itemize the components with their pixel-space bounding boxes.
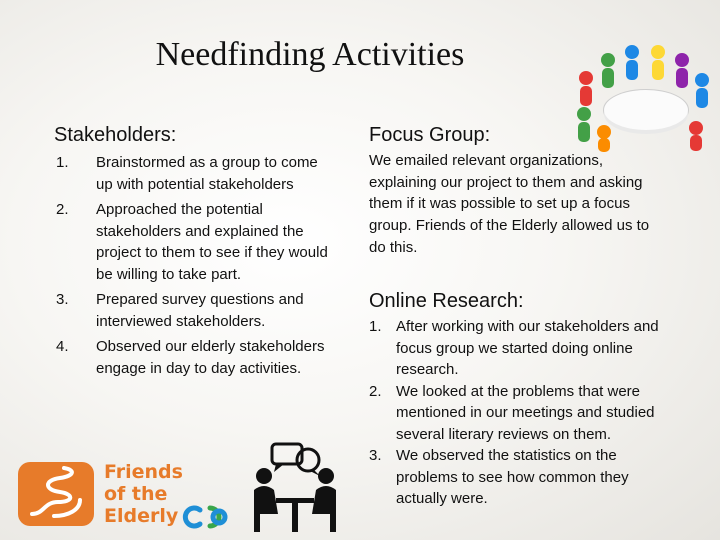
list-item xyxy=(54,289,334,332)
list-item xyxy=(54,336,334,379)
list-number: 3. xyxy=(369,447,382,464)
list-number: 2. xyxy=(56,201,69,218)
online-research-list xyxy=(369,316,681,510)
list-text: After working with our stakeholders and focus group we started doing online research. xyxy=(396,318,659,378)
logo-line-2: of the xyxy=(104,483,168,505)
list-number: 4. xyxy=(56,338,69,355)
list-item xyxy=(369,381,681,446)
list-text: Brainstormed as a group to come up with potential stakeholders xyxy=(96,154,318,193)
stakeholders-heading: Stakeholders: xyxy=(54,124,177,146)
list-number: 1. xyxy=(56,154,69,171)
page-title: Needfinding Activities xyxy=(155,36,465,73)
list-text: We observed the statistics on the problems to see how common they actually were. xyxy=(396,447,629,507)
list-text: Approached the potential stakeholders and explained the project to them to see if they would be willing to take part. xyxy=(96,201,328,283)
list-item xyxy=(369,316,681,381)
focus-group-heading: Focus Group: xyxy=(369,124,491,146)
list-text: Prepared survey questions and interviewed stakeholders. xyxy=(96,291,304,330)
list-item xyxy=(54,199,334,285)
logo-line-1: Friends xyxy=(104,461,183,483)
list-number: 1. xyxy=(369,318,382,335)
logo-line-3: Elderly xyxy=(104,505,179,527)
list-text: We looked at the problems that were mentioned in our meetings and studied several literary reviews on them. xyxy=(396,382,655,443)
team-meeting-clipart xyxy=(574,40,714,152)
list-item xyxy=(54,152,334,195)
stakeholders-list-container xyxy=(54,152,334,383)
list-number: 3. xyxy=(56,291,69,308)
stakeholders-list xyxy=(54,152,334,379)
list-item xyxy=(369,445,681,510)
focus-group-text: We emailed relevant organizations, explaining our project to them and asking them if it was possible to set up a focus group. Friends of the Elderly allowed us to do this. xyxy=(369,152,650,256)
list-text: Observed our elderly stakeholders engage in day to day activities. xyxy=(96,338,325,377)
meeting-icon xyxy=(250,442,340,534)
online-research-heading: Online Research: xyxy=(369,290,524,312)
list-number: 2. xyxy=(369,382,382,400)
logo-text xyxy=(104,461,183,527)
